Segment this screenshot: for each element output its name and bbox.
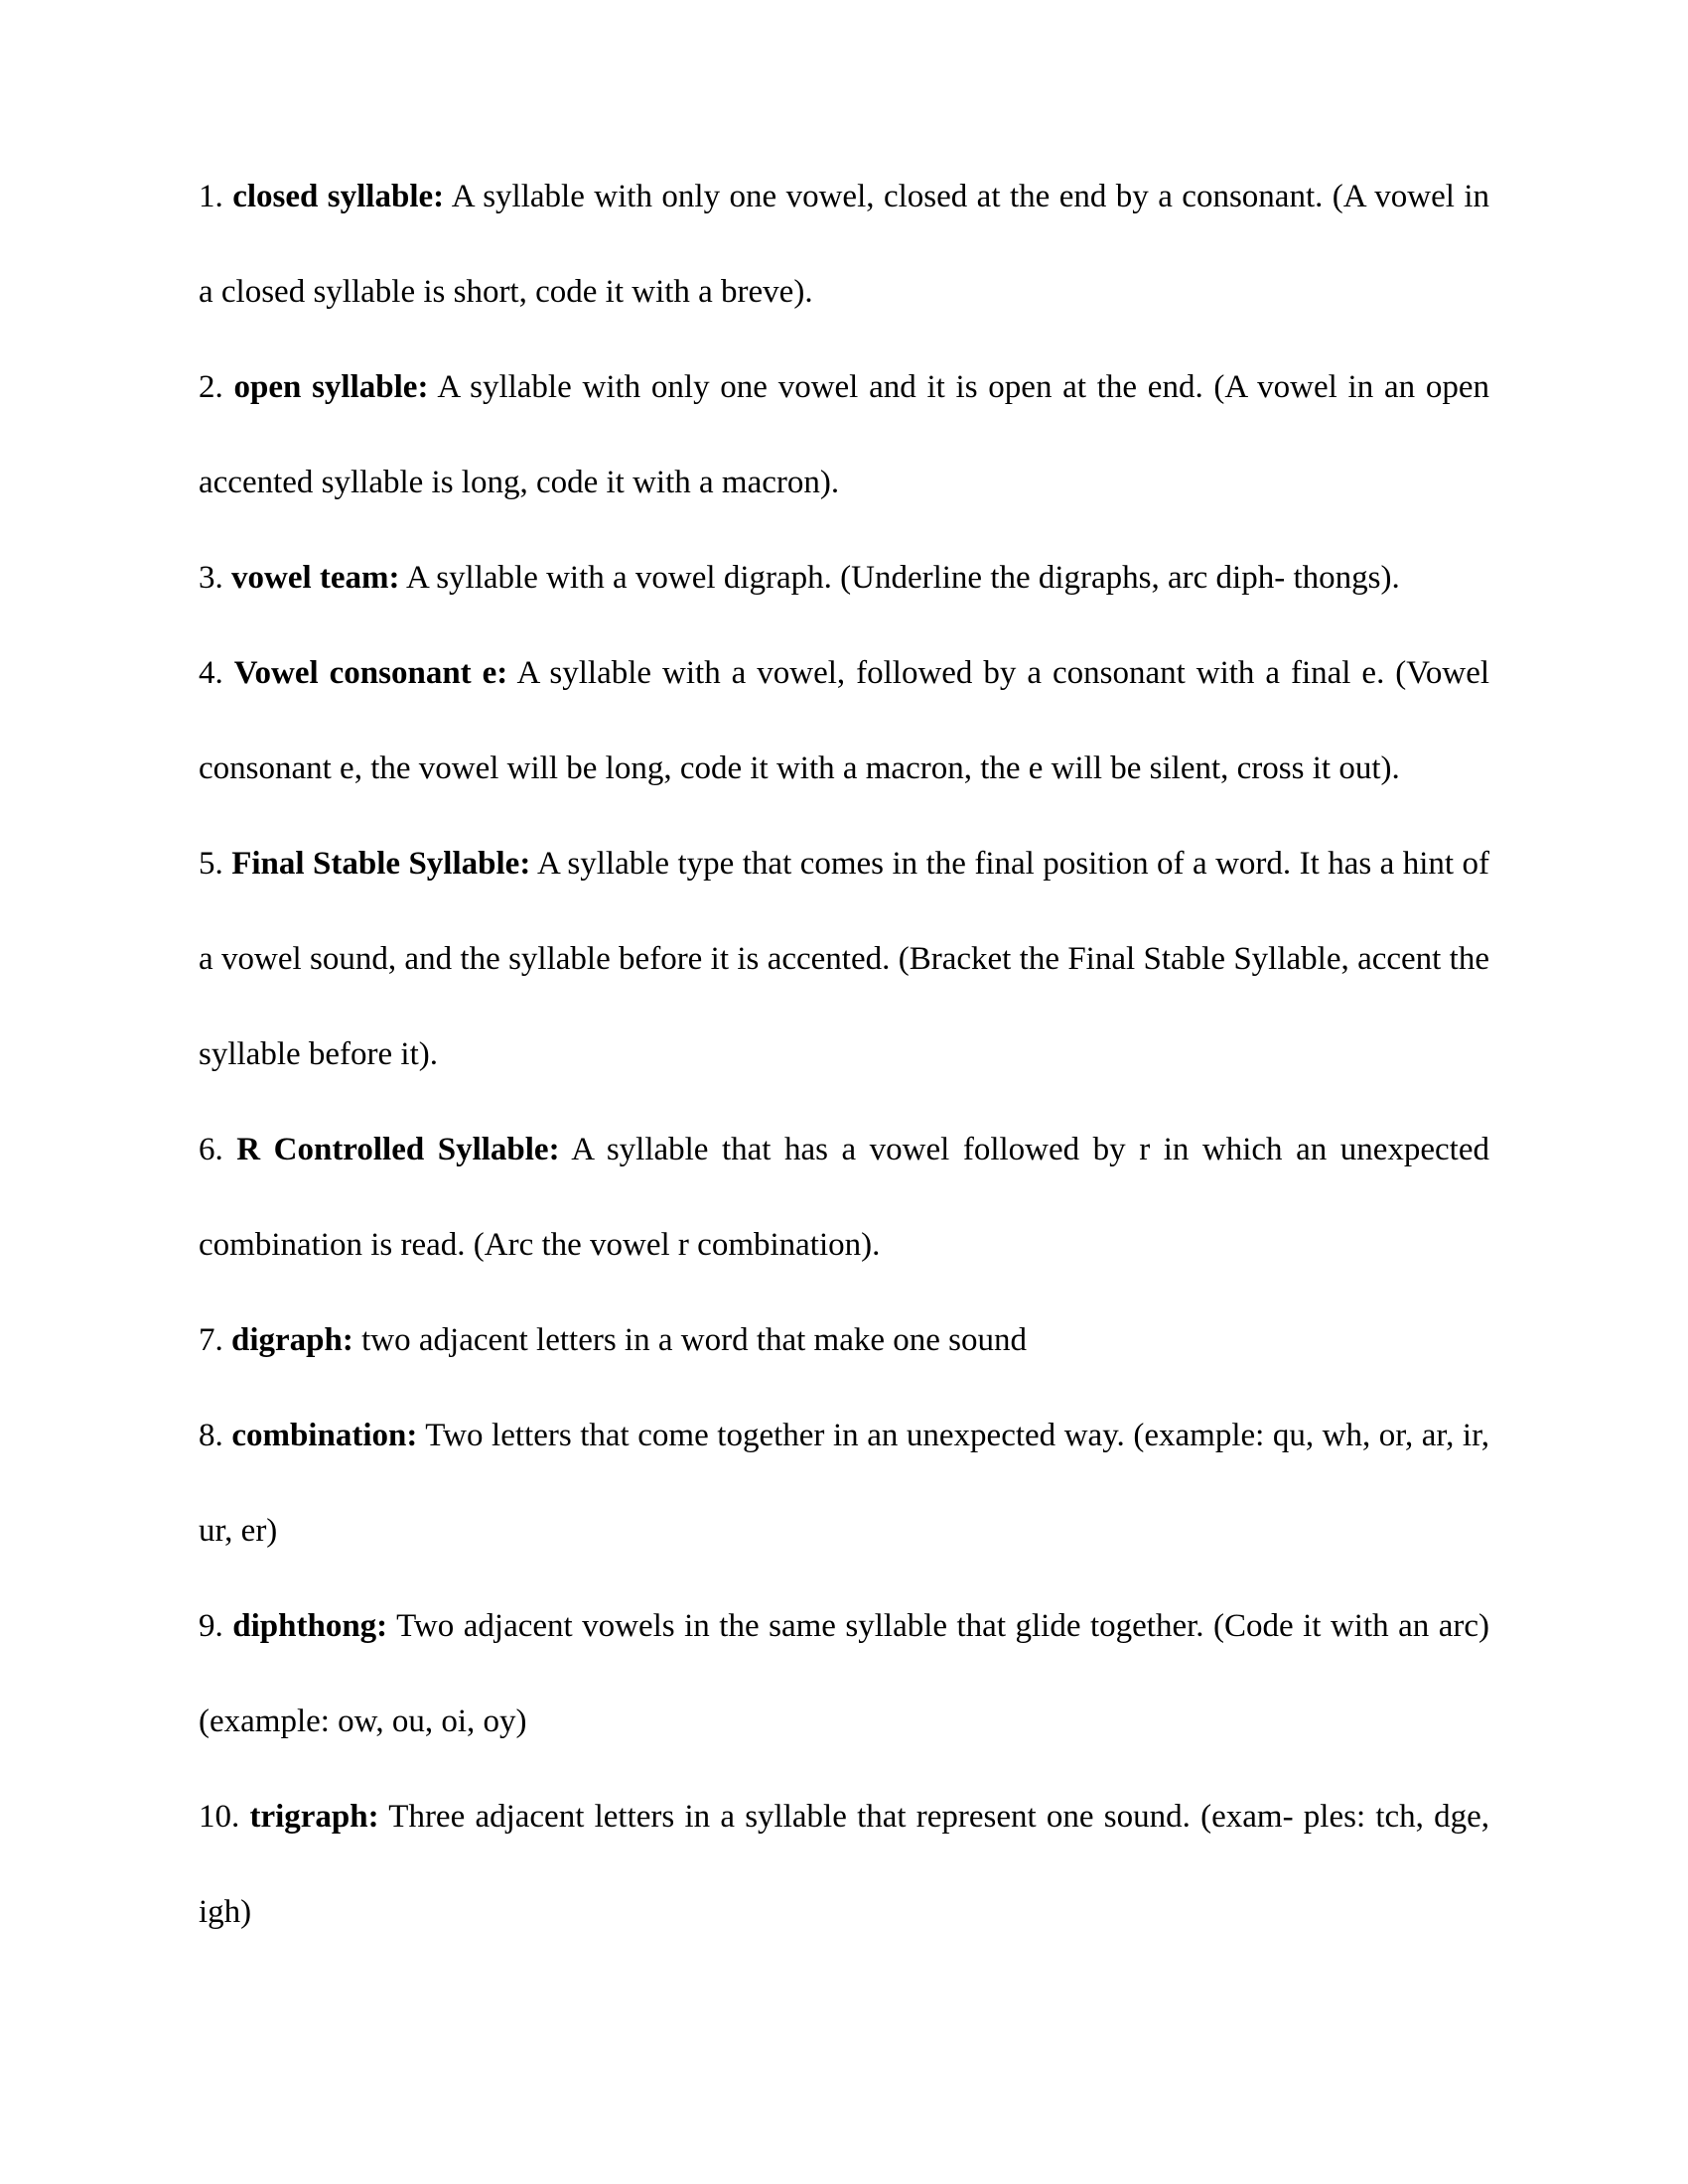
item-number: 3.	[199, 560, 223, 596]
definition-item-8	[199, 1388, 1489, 1578]
item-term: vowel team:	[231, 560, 400, 596]
item-term: closed syllable:	[232, 179, 445, 214]
item-term: open syllable:	[233, 369, 429, 405]
item-number: 5.	[199, 846, 223, 882]
item-number: 1.	[199, 179, 223, 214]
item-definition: Three adjacent letters in a syllable that represent one sound. (exam- ples: tch, dge, igh)	[199, 1799, 1490, 1930]
definition-item-10	[199, 1769, 1489, 1960]
item-definition: Two letters that come together in an unexpected way. (example: qu, wh, or, ar, ir, ur, er)	[199, 1418, 1489, 1549]
item-number: 8.	[199, 1418, 223, 1453]
item-definition: A syllable with a vowel, followed by a consonant with a final e. (Vowel consonant e, the vowel will be long, code it with a macron, the e will be silent, cross it out).	[199, 655, 1490, 786]
item-definition: A syllable with a vowel digraph. (Underline the digraphs, arc diph- thongs).	[405, 560, 1400, 596]
definition-item-1	[199, 149, 1489, 340]
definition-item-2	[199, 340, 1489, 530]
item-term: Vowel consonant e:	[233, 655, 508, 691]
item-term: combination:	[231, 1418, 418, 1453]
item-number: 6.	[199, 1132, 223, 1167]
definition-item-6	[199, 1102, 1489, 1293]
item-term: trigraph:	[249, 1799, 379, 1835]
item-definition: A syllable with only one vowel, closed at the end by a consonant. (A vowel in a closed syllable is short, code it with a breve).	[199, 179, 1489, 310]
item-term: digraph:	[231, 1322, 353, 1358]
item-definition: A syllable that has a vowel followed by r in which an unexpected combination is read. (Arc the vowel r combination).	[199, 1132, 1489, 1263]
definition-item-4	[199, 625, 1489, 816]
item-number: 7.	[199, 1322, 223, 1358]
definition-item-7	[199, 1293, 1489, 1388]
item-term: diphthong:	[232, 1608, 388, 1644]
item-number: 2.	[199, 369, 223, 405]
definition-item-9	[199, 1578, 1489, 1769]
item-definition: two adjacent letters in a word that make one sound	[361, 1322, 1028, 1358]
item-definition: Two adjacent vowels in the same syllable that glide together. (Code it with an arc) (example: ow, ou, oi, oy)	[199, 1608, 1490, 1739]
item-term: R Controlled Syllable:	[236, 1132, 560, 1167]
item-number: 4.	[199, 655, 223, 691]
item-number: 10.	[199, 1799, 240, 1835]
item-definition: A syllable type that comes in the final position of a word. It has a hint of a vowel sound, and the syllable before it is accented. (Bracket the Final Stable Syllable, accent the syllable before it).	[199, 846, 1490, 1072]
item-definition: A syllable with only one vowel and it is open at the end. (A vowel in an open accented syllable is long, code it with a macron).	[199, 369, 1489, 500]
definition-item-5	[199, 816, 1489, 1102]
item-number: 9.	[199, 1608, 223, 1644]
definition-item-3	[199, 530, 1489, 625]
item-term: Final Stable Syllable:	[231, 846, 531, 882]
